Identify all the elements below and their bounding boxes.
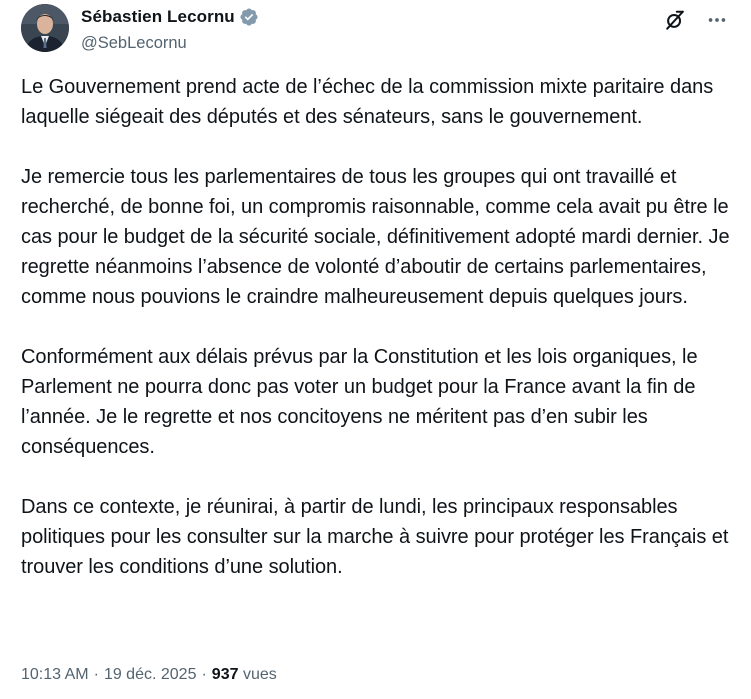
meta-separator: · — [93, 666, 99, 683]
tweet-paragraph: Je remercie tous les parlementaires de tous les groupes qui ont travaillé et recherché, de bonne foi, un compromis raisonnable, comme cela avait pu être le cas pour le budget de la sécurité sociale, définitivement adopté mardi dernier. Je regrette néanmoins l’absence de volonté d’aboutir de certains parlementaires, comme nous pouvions le craindre malheureusement depuis quelques jours. — [21, 166, 730, 308]
views-count: 937 — [211, 666, 239, 683]
views-label: vues — [242, 666, 277, 683]
tweet-paragraph: Conformément aux délais prévus par la Constitution et les lois organiques, le Parlement ne pourra donc pas voter un budget pour la France avant la fin de l’année. Je le regrette et nos concitoyens ne méritent pas d’en subir les conséquences. — [21, 346, 698, 458]
tweet-text — [21, 72, 737, 612]
tweet-time[interactable]: 10:13 AM — [21, 666, 89, 683]
meta-separator: · — [201, 666, 207, 683]
author-name-row — [81, 7, 259, 27]
tweet-paragraph: Dans ce contexte, je réunirai, à partir de lundi, les principaux responsables politiques pour les consulter sur la marche à suivre pour protéger les Français et trouver les conditions d’une solution. — [21, 496, 729, 578]
tweet-header — [21, 4, 731, 56]
author-handle[interactable]: @SebLecornu — [81, 34, 187, 52]
more-options-icon[interactable] — [703, 6, 731, 34]
verified-badge-icon — [239, 7, 259, 27]
grok-icon[interactable] — [661, 6, 689, 34]
tweet-date[interactable]: 19 déc. 2025 — [103, 666, 197, 683]
avatar[interactable] — [21, 4, 69, 52]
header-actions — [661, 6, 731, 34]
author-display-name[interactable]: Sébastien Lecornu — [81, 7, 235, 26]
tweet-paragraph: Le Gouvernement prend acte de l’échec de la commission mixte paritaire dans laquelle siégeait des députés et des sénateurs, sans le gouvernement. — [21, 76, 714, 128]
views-stat[interactable] — [212, 666, 277, 684]
tweet-meta — [21, 666, 277, 684]
